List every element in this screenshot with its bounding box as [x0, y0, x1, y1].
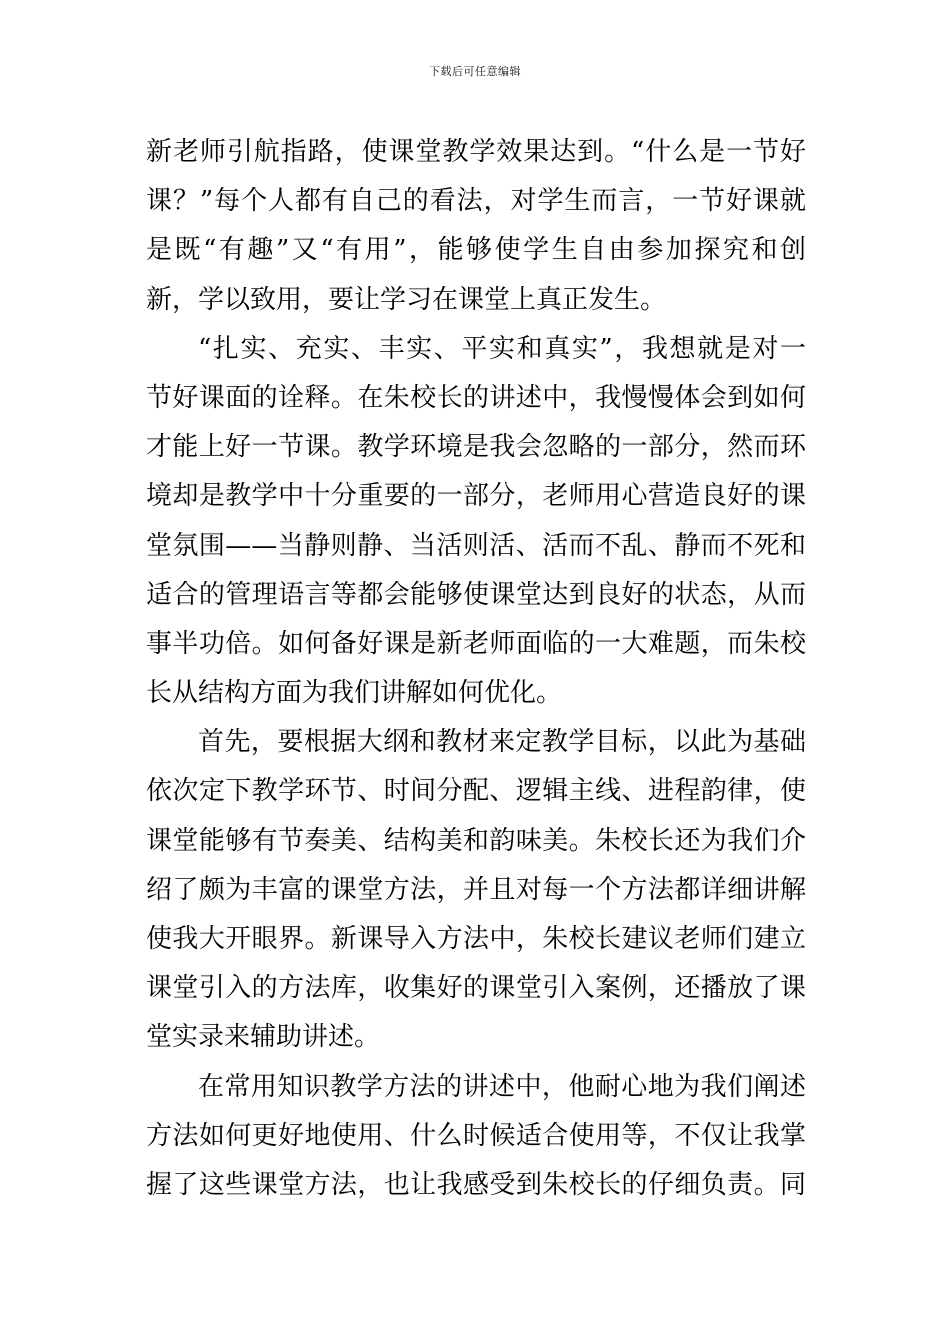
text-line: 境却是教学中十分重要的一部分，老师用心营造良好的课 — [146, 481, 806, 512]
paragraph-4 — [146, 1063, 806, 1211]
page-header: 下载后可任意编辑 — [429, 65, 521, 78]
text-line: 在常用知识教学方法的讲述中，他耐心地为我们阐述 — [198, 1071, 806, 1102]
text-line: 课？”每个人都有自己的看法，对学生而言，一节好课就 — [146, 186, 806, 217]
text-line: 握了这些课堂方法，也让我感受到朱校长的仔细负责。同 — [146, 1169, 806, 1200]
text-line: 节好课面的诠释。在朱校长的讲述中，我慢慢体会到如何 — [146, 382, 806, 413]
text-line: 使我大开眼界。新课导入方法中，朱校长建议老师们建立 — [146, 924, 806, 954]
text-line: 是既“有趣”又“有用”，能够使学生自由参加探究和创 — [146, 235, 806, 266]
text-line: 长从结构方面为我们讲解如何优化。 — [146, 678, 563, 709]
text-line: 新老师引航指路，使课堂教学效果达到。“什么是一节好 — [146, 137, 806, 167]
text-line: 依次定下教学环节、时间分配、逻辑主线、进程韵律，使 — [146, 776, 806, 807]
text-line: 堂实录来辅助讲述。 — [146, 1022, 381, 1053]
text-line: 适合的管理语言等都会能够使课堂达到良好的状态，从而 — [146, 579, 806, 610]
text-line: 首先，要根据大纲和教材来定教学目标，以此为基础 — [198, 727, 806, 758]
text-line: “扎实、充实、丰实、平实和真实”，我想就是对一 — [198, 333, 806, 364]
paragraph-3 — [146, 718, 806, 1062]
text-line: 新，学以致用，要让学习在课堂上真正发生。 — [146, 284, 667, 315]
text-line: 课堂引入的方法库，收集好的课堂引入案例，还播放了课 — [146, 973, 806, 1004]
text-line: 堂氛围——当静则静、当活则活、活而不乱、静而不死和 — [146, 530, 806, 561]
text-line: 才能上好一节课。教学环境是我会忽略的一部分，然而环 — [146, 432, 806, 463]
text-line: 课堂能够有节奏美、结构美和韵味美。朱校长还为我们介 — [146, 825, 806, 856]
text-line: 绍了颇为丰富的课堂方法，并且对每一个方法都详细讲解 — [146, 874, 806, 905]
text-line: 事半功倍。如何备好课是新老师面临的一大难题，而朱校 — [146, 628, 806, 659]
paragraph-1 — [146, 128, 806, 325]
paragraph-2 — [146, 325, 806, 719]
text-line: 方法如何更好地使用、什么时候适合使用等，不仅让我掌 — [146, 1120, 806, 1151]
document-body — [146, 128, 806, 1210]
